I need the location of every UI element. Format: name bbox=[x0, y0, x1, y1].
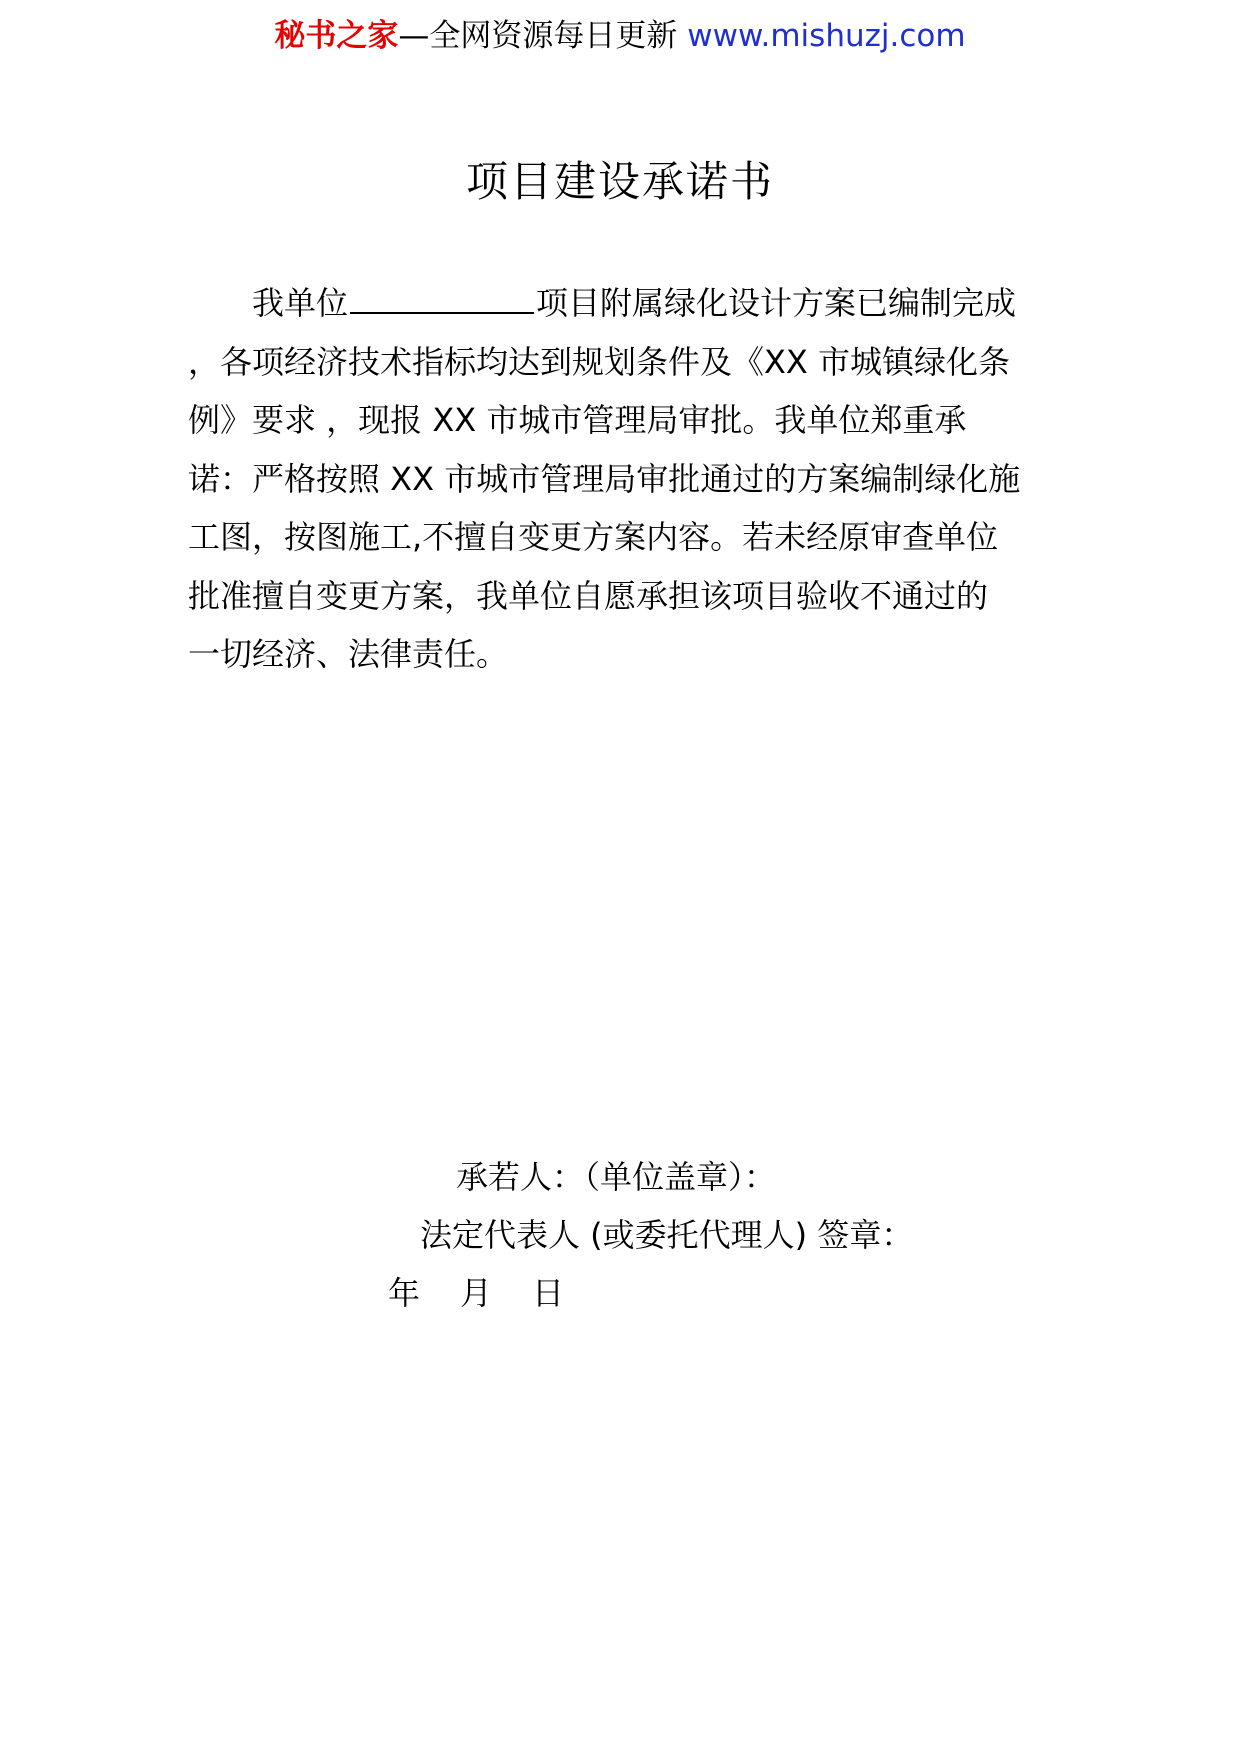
legal-representative-signature-line: 法定代表人 (或委托代理人) 签章： bbox=[420, 1216, 914, 1254]
body-line-4: 诺：严格按照 XX 市城市管理局审批通过的方案编制绿化施 bbox=[188, 459, 1021, 498]
document-body bbox=[188, 274, 1060, 684]
brand-name: 秘书之家 bbox=[274, 18, 399, 54]
date-year-label: 年 bbox=[388, 1274, 421, 1312]
header-tagline: —全网资源每日更新 bbox=[398, 18, 678, 54]
body-line-2: ，各项经济技术指标均达到规划条件及《XX 市城镇绿化条 bbox=[188, 342, 1011, 381]
body-line-3: 例》要求 ，现报 XX 市城市管理局审批。我单位郑重承 bbox=[188, 401, 967, 439]
date-day-label: 日 bbox=[532, 1274, 565, 1312]
body-line-1-after: 项目附属绿化设计方案已编制完成 bbox=[536, 284, 1017, 322]
body-line-6: 批准擅自变更方案，我单位自愿承担该项目验收不通过的 bbox=[188, 576, 989, 615]
site-header bbox=[0, 14, 1240, 58]
unit-name-blank[interactable] bbox=[350, 282, 534, 314]
body-line-1 bbox=[188, 274, 1060, 333]
site-url-link[interactable]: www.mishuzj.com bbox=[687, 18, 966, 54]
document-title: 项目建设承诺书 bbox=[465, 157, 774, 206]
date-month-label: 月 bbox=[460, 1274, 493, 1312]
body-line-5: 工图，按图施工,不擅自变更方案内容。若未经原审查单位 bbox=[188, 518, 999, 556]
promisor-seal-line: 承若人：（单位盖章）： bbox=[456, 1158, 777, 1196]
date-line bbox=[388, 1268, 564, 1318]
body-line-1-before: 我单位 bbox=[252, 284, 349, 322]
body-line-7: 一切经济、法律责任。 bbox=[188, 635, 509, 673]
